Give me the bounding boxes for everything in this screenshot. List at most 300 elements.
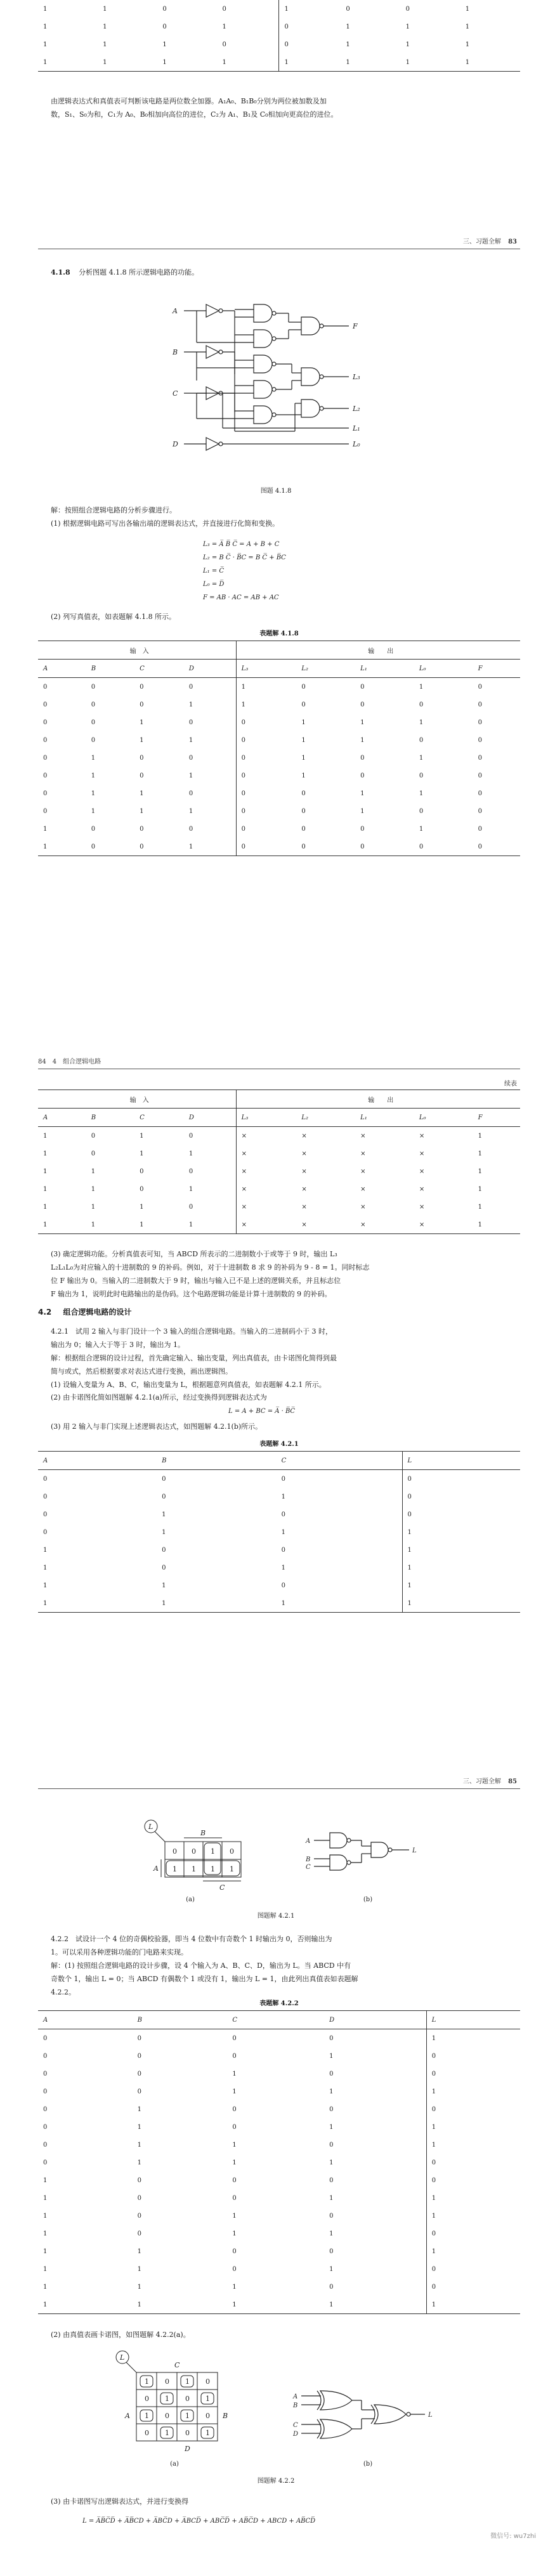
table-cell: ×	[360, 1168, 366, 1175]
analysis-line: L₂L₁L₀为对应输入的十进制数的 9 的补码。例如，对于十进制数 8 求 9 的补码为 9 - 8 = 1。同时标志	[51, 1263, 370, 1272]
page-header	[463, 236, 517, 245]
table-cell: 0	[43, 719, 48, 726]
table-cell: 1	[402, 1594, 520, 1613]
table-cell: 1	[91, 772, 96, 779]
table-cell: 1	[43, 1168, 48, 1175]
table-cell: 1	[407, 1546, 412, 1554]
truth-table-418	[38, 641, 520, 856]
table-row	[38, 731, 520, 749]
table-cell: 1	[277, 1523, 402, 1541]
table-cell: 1	[184, 1216, 236, 1234]
problem-line: 奇数个 1，输出 L = 0；当 ABCD 有偶数个 1 或没有 1，输出为 L = 1，由此列出真值表如表题解	[51, 1974, 358, 1983]
table-cell: 0	[296, 838, 355, 856]
table-row	[38, 2242, 520, 2260]
table-cell: 1	[279, 53, 341, 72]
table-cell: 1	[360, 807, 365, 815]
table-cell: 1	[301, 772, 306, 779]
table-cell: 1	[184, 767, 236, 784]
table-cell: 0	[162, 5, 167, 13]
column-header: L₂	[296, 660, 355, 678]
column-header: L	[426, 2011, 520, 2029]
table-cell: 0	[241, 772, 245, 779]
table-cell: 1	[324, 2225, 426, 2242]
continued-label: 续表	[504, 1081, 517, 1088]
table-cell: 0	[478, 825, 482, 833]
table-cell: 1	[232, 2141, 237, 2149]
table-cell: 0	[301, 807, 306, 815]
kmap-cell: 1	[211, 1847, 215, 1856]
table-row	[38, 1216, 520, 1234]
kmap-var: A	[153, 1864, 159, 1873]
column-header: B	[157, 1452, 277, 1470]
table-cell: 0	[218, 36, 279, 53]
table-row	[38, 53, 520, 72]
kmap-cell: 1	[173, 1865, 177, 1873]
table-cell: 1	[184, 802, 236, 820]
page-header	[463, 1776, 517, 1785]
table-cell: 1	[241, 683, 245, 691]
table-cell: 0	[301, 790, 306, 797]
table-cell: 1	[162, 1528, 166, 1536]
table-cell: 0	[218, 0, 279, 18]
table-cell: 1	[140, 719, 144, 726]
table-cell: 0	[140, 683, 144, 691]
table-row	[38, 0, 520, 18]
table-cell: 0	[414, 838, 473, 856]
table-row	[38, 36, 520, 53]
table-cell: 1	[341, 53, 400, 72]
circuit-output-label: L₁	[353, 424, 360, 433]
table-cell: 1	[134, 1216, 184, 1234]
table-cell: 1	[407, 1582, 412, 1589]
table-cell: 1	[324, 2189, 426, 2207]
table-row	[38, 802, 520, 820]
table-cell: ×	[419, 1150, 425, 1157]
table-cell: 0	[162, 1546, 166, 1554]
table-cell: 1	[43, 825, 48, 833]
kmap-var: C	[174, 2361, 180, 2369]
kmap-var: B	[200, 1829, 206, 1837]
problem-line: 解：(1) 按照组合逻辑电路的设计步骤，设 4 个输入为 A、B、C、D，输出为 L。当 ABCD 中有	[51, 1961, 351, 1970]
equation: L₃ = A̅ B̅ C̅ = A + B + C	[203, 541, 280, 548]
table-cell: 0	[43, 683, 48, 691]
table-cell: 1	[103, 5, 107, 13]
table-cell: 1	[43, 2265, 48, 2273]
problem-421	[51, 1325, 520, 1405]
table-cell: 1	[184, 696, 236, 713]
table-cell: 1	[43, 23, 48, 30]
table-cell: 1	[324, 2260, 426, 2278]
table-cell: 1	[140, 790, 144, 797]
table-cell: 0	[419, 701, 424, 708]
table-cell: ×	[301, 1185, 307, 1193]
table-cell: 0	[478, 736, 482, 744]
table-cell: ×	[360, 1203, 366, 1211]
table-cell: 1	[137, 2105, 141, 2113]
table-cell: ×	[419, 1168, 425, 1175]
table-cell: 1	[38, 1216, 86, 1234]
table-row	[38, 678, 520, 696]
gate-input-label: B	[306, 1856, 311, 1863]
column-header: D	[184, 660, 236, 678]
table-row	[38, 1198, 520, 1216]
table-cell: 0	[43, 2034, 48, 2042]
table-cell: ×	[296, 1216, 355, 1234]
table-cell: 0	[431, 2230, 436, 2237]
group-header-output: 输 出	[236, 1090, 520, 1109]
circuit-input-label: D	[173, 440, 178, 448]
table-cell: 0	[301, 825, 306, 833]
table-cell: 0	[184, 1198, 236, 1216]
kmap-cell: 0	[230, 1847, 234, 1856]
table-title: 表题解 4.2.1	[259, 1441, 299, 1448]
table-cell: 1	[91, 754, 96, 762]
table-cell: 0	[324, 2136, 426, 2154]
table-cell: 0	[134, 838, 184, 856]
table-cell: 0	[431, 2070, 436, 2078]
table-cell: 1	[478, 1150, 482, 1157]
column-header: C	[227, 2011, 324, 2029]
solution-step: (2) 由真值表画卡诺图，如图题解 4.2.2(a)。	[51, 2331, 190, 2339]
table-cell: ×	[360, 1185, 366, 1193]
table-row	[38, 1470, 520, 1488]
table-cell: 1	[324, 2047, 426, 2065]
table-cell: 1	[133, 2296, 228, 2314]
column-header: L₁	[355, 660, 414, 678]
problem-number: 4.1.8	[51, 268, 70, 276]
table-cell: 0	[140, 1168, 144, 1175]
solution-418	[51, 504, 520, 531]
table-cell: 0	[137, 2212, 141, 2220]
kmap-var: A	[125, 2412, 130, 2420]
table-cell: 0	[478, 701, 482, 708]
equations-418	[203, 538, 286, 604]
table-cell: 1	[478, 1203, 482, 1211]
table-cell: 0	[162, 1475, 166, 1483]
table-cell: 0	[43, 2070, 48, 2078]
table-cell: 1	[91, 1168, 96, 1175]
table-cell: 1	[465, 23, 470, 30]
table-cell: 1	[227, 2296, 324, 2314]
table-cell: 1	[162, 1582, 166, 1589]
table-cell: 0	[324, 2100, 426, 2118]
table-cell: 1	[140, 1132, 144, 1140]
table-cell: 0	[140, 825, 144, 833]
table-cell: 0	[360, 772, 365, 779]
column-header: L₃	[236, 660, 296, 678]
table-cell: 1	[43, 2230, 48, 2237]
problem-line: 4.2.2。	[51, 1987, 75, 1996]
page-number: 83	[508, 238, 517, 245]
table-row	[38, 2260, 520, 2278]
table-cell: 0	[184, 820, 236, 838]
table-cell: 1	[431, 2088, 436, 2095]
table-cell: 0	[91, 825, 96, 833]
problem-422	[51, 1933, 520, 1999]
table-cell: 1	[137, 2159, 141, 2166]
nand-circuit-421	[304, 1826, 431, 1890]
table-cell: 1	[405, 41, 410, 48]
table-cell: 1	[218, 18, 279, 36]
column-header: F	[473, 660, 520, 678]
table-row	[38, 2083, 520, 2100]
table-cell: 0	[43, 1528, 48, 1536]
analysis-line: (3) 确定逻辑功能。分析真值表可知，当 ABCD 所表示的二进制数小于或等于 9 时，输出 L₃	[51, 1250, 337, 1258]
table-cell: 0	[284, 41, 289, 48]
xor-input-label: B	[293, 2402, 298, 2409]
equation: L₁ = C̅	[203, 568, 225, 575]
table-cell: 0	[86, 838, 134, 856]
table-cell: 0	[241, 790, 245, 797]
group-header-output: 输 出	[236, 641, 520, 660]
table-cell: 1	[184, 1180, 236, 1198]
table-cell: 1	[38, 1594, 157, 1613]
table-cell: 0	[43, 2123, 48, 2131]
table-cell: 0	[277, 1541, 402, 1559]
table-cell: 1	[140, 1150, 144, 1157]
table-cell: 0	[140, 772, 144, 779]
kmap-cell: 1	[185, 2378, 190, 2386]
table-cell: 1	[157, 53, 217, 72]
equation: L₀ = D̅	[203, 581, 225, 588]
final-expression: L = A̅B̅C̅D̅ + A̅B̅CD + A̅BC̅D + A̅BCD̅ + ABC̅D̅ + AB̅C̅D + ABCD + AB̅CD̅	[82, 2518, 316, 2525]
table-cell: 0	[405, 5, 410, 13]
table-cell: 1	[346, 23, 350, 30]
table-row	[38, 749, 520, 767]
circuit-input-label: B	[173, 348, 178, 356]
table-cell: 1	[137, 2141, 141, 2149]
figure-caption: 图题解 4.2.2	[257, 2478, 295, 2485]
table-cell: ×	[236, 1216, 296, 1234]
solution-intro: 解：按照组合逻辑电路的分析步骤进行。	[51, 506, 176, 514]
gate-input-label: C	[306, 1864, 311, 1871]
xor-input-label: D	[293, 2431, 299, 2438]
table-cell: 0	[43, 2141, 48, 2149]
table-cell: 1	[324, 2118, 426, 2136]
column-header: L	[402, 1452, 520, 1470]
group-header-input: 输 入	[38, 641, 236, 660]
table-cell: 0	[43, 790, 48, 797]
table-cell: ×	[301, 1168, 307, 1175]
table-row	[38, 1145, 520, 1162]
table-cell: 0	[184, 784, 236, 802]
table-cell: 0	[324, 2242, 426, 2260]
table-cell: 0	[43, 772, 48, 779]
table-cell: 1	[301, 754, 306, 762]
table-cell: 0	[91, 1150, 96, 1157]
table-cell: ×	[241, 1203, 247, 1211]
table-cell: 0	[346, 5, 350, 13]
table-cell: 1	[232, 2070, 237, 2078]
kmap-422	[111, 2350, 232, 2454]
table-cell: 0	[137, 2176, 141, 2184]
table-row	[38, 2047, 520, 2065]
table-cell: 1	[360, 790, 365, 797]
column-header: L₁	[355, 1109, 414, 1127]
table-cell: 0	[324, 2278, 426, 2296]
table-cell: 1	[43, 1185, 48, 1193]
table-cell: ×	[360, 1150, 366, 1157]
gate-output-label: L	[412, 1847, 417, 1854]
table-cell: 0	[43, 701, 48, 708]
group-header-input: 输 入	[38, 1090, 236, 1109]
table-cell: 1	[137, 2265, 141, 2273]
table-row	[38, 1127, 520, 1145]
column-header: B	[86, 660, 134, 678]
table-cell: 0	[407, 1493, 412, 1500]
table-cell: 1	[301, 736, 306, 744]
problem-line: 1。可以采用各种逻辑功能的门电路来实现。	[51, 1948, 188, 1956]
table-cell: 1	[419, 719, 424, 726]
section-title: 组合逻辑电路的设计	[63, 1308, 132, 1317]
kmap-var: C	[219, 1883, 225, 1892]
table-cell: 1	[91, 1185, 96, 1193]
table-cell: 0	[241, 825, 245, 833]
table-row	[38, 820, 520, 838]
table-cell: 1	[140, 736, 144, 744]
kmap-cell: 1	[185, 2412, 190, 2420]
table-row	[38, 1523, 520, 1541]
table-cell: 0	[241, 736, 245, 744]
solution-step: (3) 用 2 输入与非门实现上述逻辑表达式，如图题解 4.2.1(b)所示。	[51, 1422, 263, 1431]
table-cell: 0	[360, 683, 365, 691]
table-row	[38, 2065, 520, 2083]
kmap-cell: 0	[165, 2412, 169, 2420]
subfigure-label: (b)	[363, 1896, 373, 1903]
problem-line: (2) 由卡诺图化简如图题解 4.2.1(a)所示，经过变换得到逻辑表达式为	[51, 1393, 267, 1402]
circuit-output-label: F	[353, 322, 358, 330]
table-cell: ×	[419, 1185, 425, 1193]
table-cell: 0	[431, 2283, 436, 2291]
table-cell: 1	[324, 2083, 426, 2100]
table-cell: 0	[355, 838, 414, 856]
kmap-cell: 0	[145, 2395, 149, 2403]
table-cell: 0	[419, 736, 424, 744]
page-header: 84 4 组合逻辑电路	[38, 1058, 101, 1065]
table-cell: 0	[241, 754, 245, 762]
equation: L₂ = B C̅ · B̅C = B C̅ + B̅C	[203, 554, 286, 561]
table-row	[38, 767, 520, 784]
table-cell: 1	[465, 41, 470, 48]
table-cell: 0	[43, 1475, 48, 1483]
equation: F = AB · AC = AB + AC	[203, 594, 279, 601]
kmap-label: L	[148, 1823, 153, 1831]
column-header: A	[38, 1452, 157, 1470]
table-cell: 0	[431, 2052, 436, 2060]
kmap-cell: 1	[145, 2378, 149, 2386]
table-cell: 1	[140, 807, 144, 815]
table-cell: 0	[140, 701, 144, 708]
table-cell: 0	[232, 2105, 237, 2113]
table-cell: 1	[431, 2212, 436, 2220]
table-cell: 1	[241, 701, 245, 708]
table-row	[38, 2118, 520, 2136]
kmap-label: L	[120, 2353, 125, 2362]
table-cell: 0	[43, 807, 48, 815]
solution-step: (2) 列写真值表，如表题解 4.1.8 所示。	[51, 613, 176, 621]
column-header: L₃	[236, 1109, 296, 1127]
table-cell: 0	[431, 2176, 436, 2184]
xor-circuit-422	[292, 2384, 444, 2454]
table-cell: 1	[162, 1511, 166, 1518]
table-cell: 0	[43, 754, 48, 762]
table-cell: 0	[137, 2052, 141, 2060]
page-number: 85	[508, 1778, 517, 1785]
column-header: C	[134, 1109, 184, 1127]
table-row	[38, 1162, 520, 1180]
circuit-output-label: L₀	[353, 440, 360, 448]
table-cell: 1	[43, 1150, 48, 1157]
gate-input-label: A	[306, 1838, 311, 1845]
table-cell: 0	[431, 2265, 436, 2273]
table-cell: 1	[43, 2247, 48, 2255]
table-cell: 0	[43, 2105, 48, 2113]
top-truth-table-fragment	[38, 0, 520, 72]
table-cell: 1	[157, 1594, 277, 1613]
kmap-cell: 1	[165, 2429, 169, 2437]
table-cell: 1	[360, 719, 365, 726]
table-row	[38, 1488, 520, 1506]
table-cell: 0	[184, 749, 236, 767]
kmap-cell: 0	[145, 2429, 149, 2437]
kmap-cell: 1	[192, 1865, 196, 1873]
table-cell: 1	[284, 5, 289, 13]
problem-line: (1) 设输入变量为 A、B、C，输出变量为 L，根据题意列真值表，如表题解 4.2.1 所示。	[51, 1380, 326, 1389]
table-cell: 0	[301, 683, 306, 691]
kmap-cell: 0	[165, 2378, 169, 2386]
table-row	[38, 18, 520, 36]
table-cell: 0	[478, 772, 482, 779]
table-row	[38, 1506, 520, 1523]
table-cell: 1	[38, 2296, 133, 2314]
analysis-line: 位 F 输出为 0。当输入的二进制数大于 9 时，输出与输入已不是上述的逻辑关系，并且标志位	[51, 1276, 341, 1285]
table-cell: 0	[478, 807, 482, 815]
table-cell: 1	[419, 683, 424, 691]
subfigure-label: (b)	[363, 2461, 373, 2468]
table-cell: 1	[137, 2123, 141, 2131]
table-cell: 1	[184, 838, 236, 856]
analysis-418	[51, 1248, 520, 1301]
problem-line: 输出为 0；输入大于等于 3 时，输出为 1。	[51, 1340, 185, 1349]
table-row	[38, 2154, 520, 2171]
table-cell: 0	[232, 2265, 237, 2273]
table-cell: 0	[236, 838, 296, 856]
table-row	[38, 2029, 520, 2048]
table-cell: 1	[43, 2194, 48, 2202]
table-cell: 1	[137, 2283, 141, 2291]
table-cell: 1	[232, 2088, 237, 2095]
kmap-cell: 0	[192, 1847, 196, 1856]
table-cell: 0	[91, 719, 96, 726]
table-cell: 1	[324, 2296, 426, 2314]
header-title: 三、习题全解	[462, 1778, 501, 1785]
page-gap	[0, 149, 555, 225]
table-cell: 1	[401, 53, 460, 72]
problem-line: 4.2.1 试用 2 输入与非门设计一个 3 输入的组合逻辑电路。当输入的二进制码小于 3 时，	[51, 1327, 332, 1336]
table-cell: 1	[232, 2283, 237, 2291]
truth-table-422	[38, 2010, 520, 2314]
circuit-input-label: C	[173, 389, 178, 398]
problem-line: 简与或式，然后根据要求对表达式进行变换，画出逻辑图。	[51, 1367, 232, 1376]
table-cell: 1	[431, 2247, 436, 2255]
table-cell: 1	[232, 2230, 237, 2237]
table-title: 表题解 4.2.2	[259, 2000, 299, 2007]
problem-text: 分析图题 4.1.8 所示逻辑电路的功能。	[79, 268, 199, 276]
table-cell: ×	[301, 1203, 307, 1211]
conclusion-line: 由逻辑表达式和真值表可判断该电路是两位数全加器。A₁A₀、B₁B₀分别为两位被加数及加	[51, 97, 327, 105]
table-row	[38, 1541, 520, 1559]
table-cell: 1	[43, 5, 48, 13]
